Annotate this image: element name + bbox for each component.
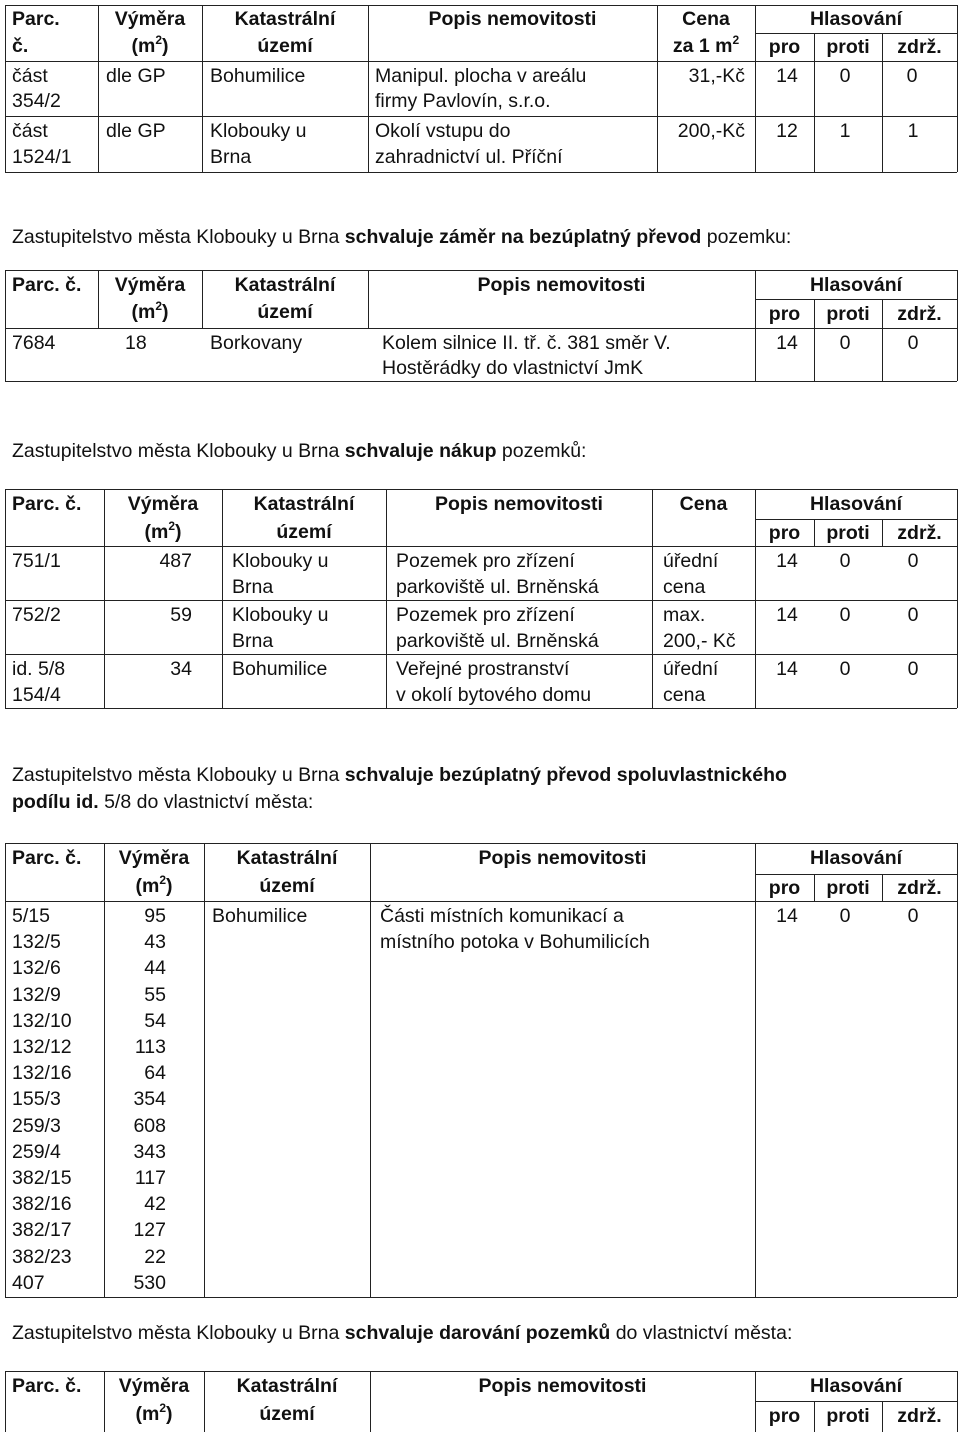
- cell-pro: 14: [776, 604, 798, 626]
- cell-pro: 14: [776, 905, 798, 927]
- cell-uzemi: Klobouky u: [232, 604, 329, 626]
- parcel-area: 42: [144, 1193, 166, 1216]
- cell-parc: 752/2: [12, 604, 61, 626]
- header-parc: Parc. č.: [12, 493, 82, 515]
- header-uzemi: území: [259, 875, 315, 897]
- parcel-area: 64: [144, 1062, 166, 1085]
- cell-zdrz: 0: [907, 550, 919, 572]
- cell-uzemi: Bohumilice: [232, 658, 328, 680]
- header-katastralni: Katastrální: [234, 8, 336, 30]
- cell-uzemi: Brna: [210, 146, 252, 168]
- header-zdrz: zdrž.: [897, 36, 942, 58]
- parcel-number: 132/10: [12, 1009, 72, 1032]
- cell-pro: 14: [776, 550, 798, 572]
- header-parc: Parc. č.: [12, 274, 82, 296]
- cell-uzemi: Brna: [232, 630, 274, 652]
- cell-popis: Manipul. plocha v areálu: [375, 65, 587, 87]
- cell-cena: 200,-Kč: [677, 120, 745, 142]
- cell-popis: firmy Pavlovín, s.r.o.: [375, 90, 551, 112]
- cell-uzemi: Bohumilice: [210, 65, 306, 87]
- header-popis: Popis nemovitosti: [477, 274, 646, 296]
- cell-popis: Kolem silnice II. tř. č. 381 směr V.: [382, 332, 671, 354]
- header-vymera: Výměra: [114, 8, 186, 30]
- cell-popis: Hostěrádky do vlastnictví JmK: [382, 357, 644, 379]
- header-zdrz: zdrž.: [897, 877, 942, 899]
- cell-parc: 7684: [12, 332, 56, 354]
- parcel-area: 95: [144, 905, 166, 927]
- header-zdrz: zdrž.: [897, 1405, 942, 1427]
- header-uzemi: území: [257, 301, 313, 323]
- cell-zdrz: 0: [907, 332, 919, 354]
- cell-parc: 751/1: [12, 550, 61, 572]
- cell-popis: zahradnictví ul. Příční: [375, 146, 563, 168]
- cell-proti: 0: [839, 905, 851, 927]
- parcel-number: 382/17: [12, 1219, 72, 1242]
- section-3-intro: Zastupitelstvo města Klobouky u Brna schvaluje nákup pozemků:: [12, 440, 587, 462]
- parcel-area: 54: [144, 1009, 166, 1032]
- cell-popis: v okolí bytového domu: [396, 684, 592, 706]
- cell-popis: Části místních komunikací a: [380, 905, 624, 927]
- header-parc: Parc. č.: [12, 1375, 82, 1397]
- header-vymera-unit: $(m^2)$: [131, 299, 169, 323]
- cell-proti: 0: [839, 550, 851, 572]
- section-4-intro-line1: Zastupitelstvo města Klobouky u Brna schvaluje bezúplatný převod spoluvlastnického: [12, 764, 787, 786]
- parcel-number: 259/4: [12, 1140, 61, 1163]
- parcel-area: 530: [133, 1271, 166, 1294]
- header-katastralni: Katastrální: [253, 493, 355, 515]
- parcel-number: 155/3: [12, 1088, 61, 1111]
- cell-proti: 0: [839, 332, 851, 354]
- cell-zdrz: 0: [907, 604, 919, 626]
- parcel-number: 259/3: [12, 1114, 61, 1137]
- header-hlasovani: Hlasování: [809, 847, 903, 869]
- cell-pro: 14: [776, 658, 798, 680]
- cell-zdrz: 0: [907, 658, 919, 680]
- cell-pro: 12: [776, 120, 798, 142]
- cell-uzemi: Klobouky u: [232, 550, 329, 572]
- parcel-number: 132/16: [12, 1062, 72, 1085]
- parcel-number: 382/15: [12, 1167, 72, 1189]
- header-parc-1: Parc.: [12, 8, 60, 30]
- cell-proti: 0: [839, 658, 851, 680]
- cell-popis: Pozemek pro zřízení: [396, 604, 575, 626]
- cell-popis: Veřejné prostranství: [396, 658, 570, 680]
- header-zdrz: zdrž.: [897, 522, 942, 544]
- cell-vymera: dle GP: [106, 65, 166, 87]
- parcel-number: 5/15: [12, 905, 50, 927]
- cell-zdrz: 1: [907, 120, 919, 142]
- parcel-number: 132/6: [12, 957, 61, 980]
- cell-vymera: 18: [125, 332, 147, 354]
- cell-parc: 354/2: [12, 90, 61, 112]
- header-cena: Cena: [679, 493, 728, 515]
- header-popis: Popis nemovitosti: [435, 493, 603, 515]
- header-pro: pro: [768, 1405, 801, 1427]
- cell-popis: místního potoka v Bohumilicích: [380, 931, 650, 953]
- cell-uzemi: Brna: [232, 576, 274, 598]
- parcel-number: 132/5: [12, 931, 61, 954]
- header-proti: proti: [826, 36, 870, 58]
- header-parc-2: č.: [12, 35, 29, 57]
- header-vymera-unit: $(m^2)$: [131, 33, 169, 57]
- header-parc: Parc. č.: [12, 847, 82, 869]
- cell-parc: 154/4: [12, 684, 61, 706]
- cell-vymera: 487: [159, 550, 192, 572]
- cell-popis: Pozemek pro zřízení: [396, 550, 575, 572]
- header-uzemi: území: [259, 1403, 315, 1425]
- header-vymera-unit: $(m^2)$: [144, 519, 182, 543]
- cell-proti: 0: [839, 604, 851, 626]
- cell-popis: parkoviště ul. Brněnská: [396, 576, 599, 598]
- header-vymera-unit: $(m^2)$: [135, 873, 173, 897]
- cell-cena: max.: [663, 604, 706, 626]
- header-vymera: Výměra: [114, 274, 186, 296]
- cell-proti: 0: [839, 65, 851, 87]
- header-vymera: Výměra: [118, 847, 190, 869]
- header-popis: Popis nemovitosti: [428, 8, 597, 30]
- parcel-area: 127: [133, 1219, 166, 1242]
- cell-uzemi: Bohumilice: [212, 905, 308, 927]
- parcel-number: 382/16: [12, 1193, 72, 1216]
- header-uzemi: území: [276, 521, 332, 543]
- header-hlasovani: Hlasování: [809, 8, 903, 30]
- cell-proti: 1: [839, 120, 851, 142]
- cell-vymera: 59: [170, 604, 192, 626]
- cell-popis: Okolí vstupu do: [375, 120, 511, 142]
- cell-zdrz: 0: [907, 905, 919, 927]
- header-proti: proti: [826, 1405, 870, 1427]
- parcel-area: 117: [134, 1167, 166, 1189]
- section-5-intro: Zastupitelstvo města Klobouky u Brna schvaluje darování pozemků do vlastnictví města:: [12, 1322, 793, 1344]
- header-vymera: Výměra: [118, 1375, 190, 1397]
- cell-parc: část: [12, 65, 48, 87]
- header-zdrz: zdrž.: [897, 303, 942, 325]
- parcel-number: 132/9: [12, 983, 61, 1006]
- header-vymera: Výměra: [127, 493, 199, 515]
- parcel-area: 354: [133, 1088, 166, 1111]
- header-katastralni: Katastrální: [234, 274, 336, 296]
- cell-uzemi: Borkovany: [210, 332, 303, 354]
- parcel-area: 44: [144, 957, 166, 980]
- cell-cena: cena: [663, 684, 706, 706]
- header-pro: pro: [768, 522, 801, 544]
- header-hlasovani: Hlasování: [809, 493, 903, 515]
- parcel-area: 608: [133, 1114, 166, 1137]
- section-2-intro: Zastupitelstvo města Klobouky u Brna schvaluje záměr na bezúplatný převod pozemku:: [12, 226, 792, 248]
- cell-cena: úřední: [663, 550, 719, 572]
- header-pro: pro: [768, 303, 801, 325]
- header-cena-za: za 1 $m^2$: [672, 33, 740, 57]
- header-hlasovani: Hlasování: [809, 274, 903, 296]
- header-katastralni: Katastrální: [236, 1375, 338, 1397]
- parcel-number: 407: [12, 1271, 45, 1294]
- cell-parc: část: [12, 120, 48, 142]
- header-katastralni: Katastrální: [236, 847, 338, 869]
- header-popis: Popis nemovitosti: [478, 1375, 647, 1397]
- cell-parc: id. 5/8: [12, 658, 66, 680]
- section-4-intro-line2: podílu id. 5/8 do vlastnictví města:: [12, 791, 314, 813]
- parcel-area: 113: [134, 1036, 166, 1058]
- cell-cena: 200,- Kč: [663, 630, 736, 652]
- header-proti: proti: [826, 522, 870, 544]
- header-hlasovani: Hlasování: [809, 1375, 903, 1397]
- header-uzemi: území: [257, 35, 313, 57]
- cell-vymera: dle GP: [106, 120, 166, 142]
- header-proti: proti: [826, 877, 870, 899]
- header-pro: pro: [768, 877, 801, 899]
- cell-parc: 1524/1: [12, 146, 72, 168]
- cell-pro: 14: [776, 65, 798, 87]
- header-proti: proti: [826, 303, 870, 325]
- cell-zdrz: 0: [906, 65, 918, 87]
- parcel-area: 22: [144, 1245, 166, 1268]
- parcel-number: 132/12: [12, 1036, 72, 1058]
- cell-cena: cena: [663, 576, 706, 598]
- parcel-area: 343: [133, 1140, 166, 1163]
- parcel-number: 382/23: [12, 1245, 72, 1268]
- cell-uzemi: Klobouky u: [210, 120, 307, 142]
- header-popis: Popis nemovitosti: [478, 847, 647, 869]
- header-cena: Cena: [682, 8, 730, 30]
- cell-vymera: 34: [170, 658, 192, 680]
- cell-cena: úřední: [663, 658, 719, 680]
- cell-pro: 14: [776, 332, 798, 354]
- cell-cena: 31,-Kč: [688, 65, 745, 87]
- header-vymera-unit: $(m^2)$: [135, 1401, 173, 1425]
- header-pro: pro: [768, 36, 801, 58]
- cell-popis: parkoviště ul. Brněnská: [396, 630, 599, 652]
- parcel-area: 43: [144, 931, 166, 954]
- parcel-area: 55: [144, 983, 166, 1006]
